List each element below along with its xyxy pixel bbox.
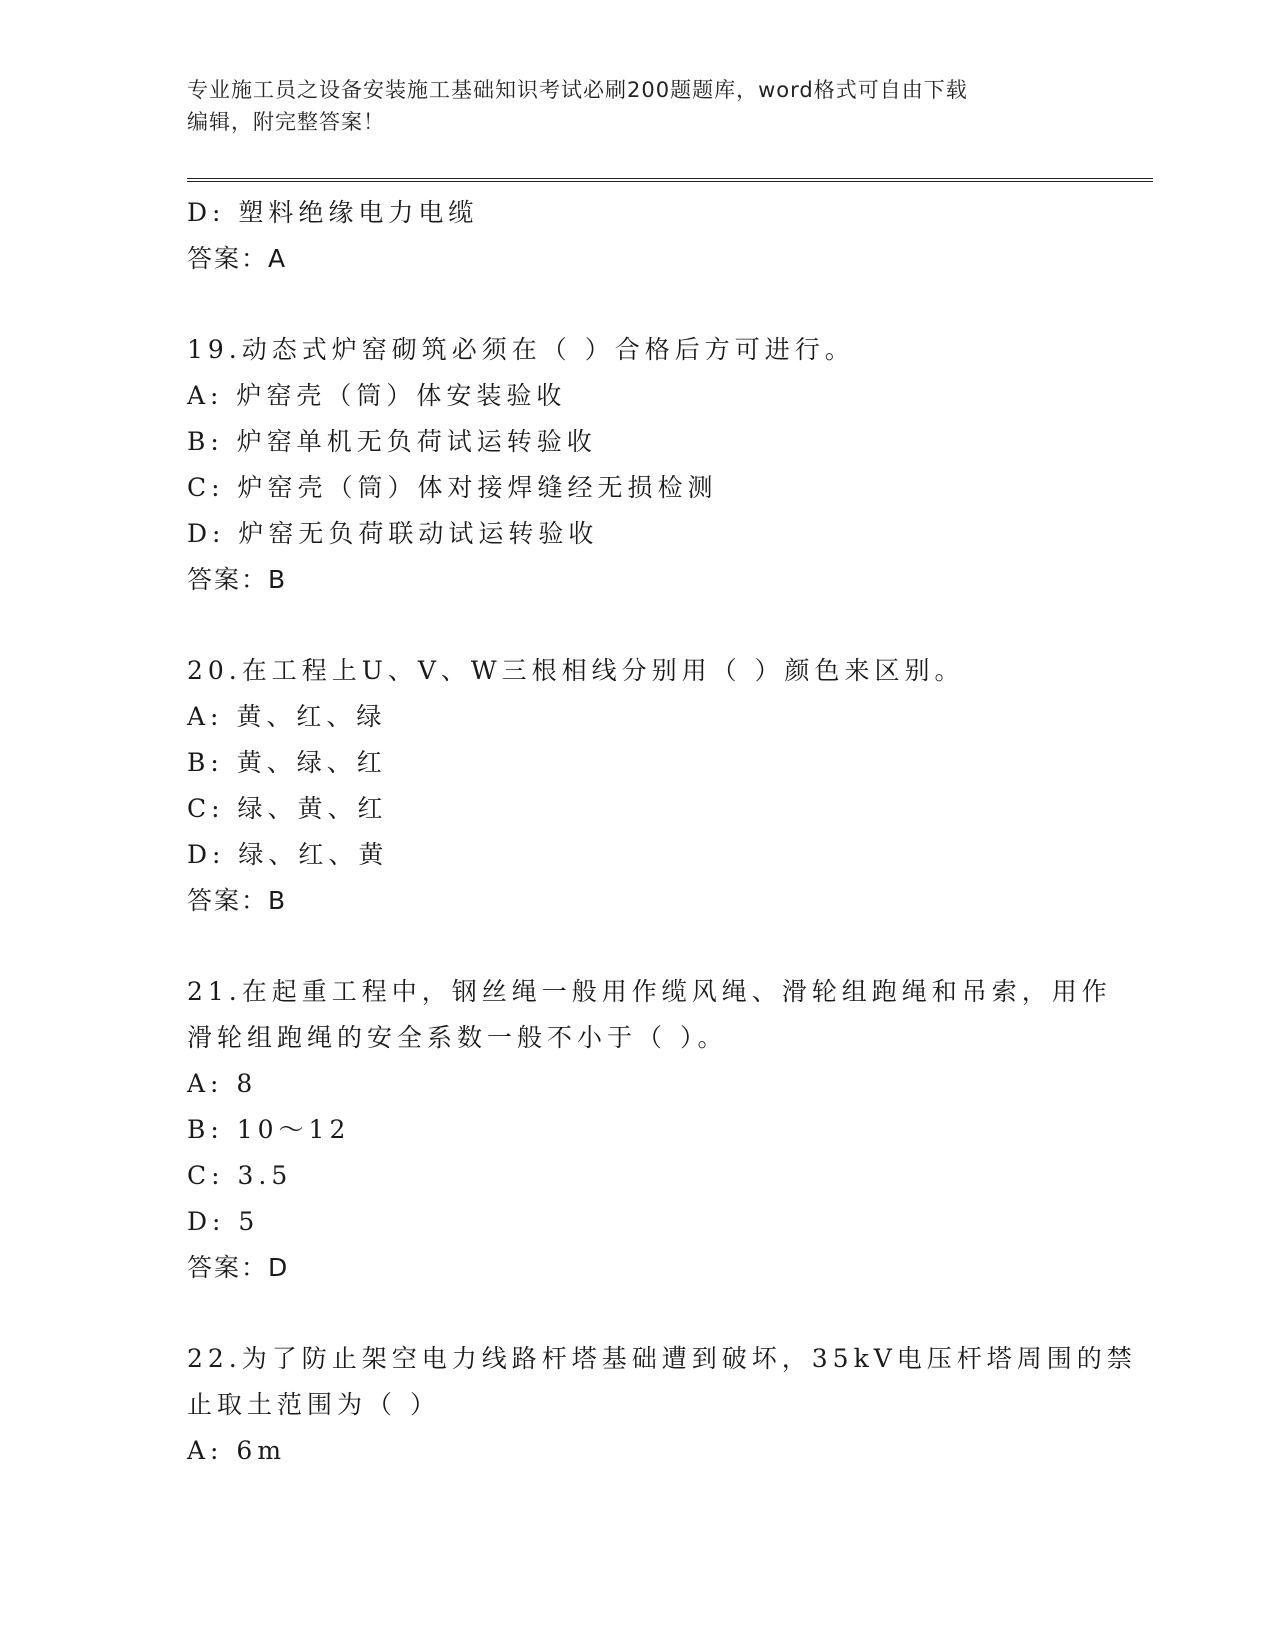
q21-option-b: B: 10～12	[187, 1115, 351, 1144]
q22-question-line-2: 止取土范围为（ ）	[187, 1390, 440, 1419]
q21-question-line-2: 滑轮组跑绳的安全系数一般不小于（ ）。	[187, 1023, 728, 1052]
document-header	[187, 74, 1087, 138]
q18-option-d: D: 塑料绝缘电力电缆	[187, 198, 479, 227]
q19-question: 19.动态式炉窑砌筑必须在（ ）合格后方可进行。	[187, 335, 855, 364]
q20-option-b: B: 黄、绿、红	[187, 748, 387, 777]
q22-question-line-1: 22.为了防止架空电力线路杆塔基础遭到破坏，35kV电压杆塔周围的禁	[187, 1344, 1137, 1373]
q19-answer: 答案：B	[187, 565, 288, 594]
q19-option-a: A: 炉窑壳（筒）体安装验收	[187, 381, 567, 410]
q20-option-d: D: 绿、红、黄	[187, 840, 389, 869]
q21-answer: 答案：D	[187, 1253, 290, 1282]
q18-answer: 答案：A	[187, 244, 288, 273]
spacer	[187, 603, 1107, 648]
spacer	[187, 924, 1107, 969]
q20-answer: 答案：B	[187, 886, 288, 915]
q19-option-d: D: 炉窑无负荷联动试运转验收	[187, 519, 599, 548]
spacer	[187, 1291, 1107, 1336]
header-divider	[187, 178, 1153, 182]
q20-option-c: C: 绿、黄、红	[187, 794, 388, 823]
header-title-line-1: 专业施工员之设备安装施工基础知识考试必刷200题题库，word格式可自由下载	[187, 78, 968, 102]
q19-option-c: C: 炉窑壳（筒）体对接焊缝经无损检测	[187, 473, 718, 502]
question-list	[187, 190, 1137, 1474]
q21-option-d: D: 5	[187, 1207, 260, 1236]
q19-option-b: B: 炉窑单机无负荷试运转验收	[187, 427, 597, 456]
spacer	[187, 282, 1107, 327]
q21-question-line-1: 21.在起重工程中，钢丝绳一般用作缆风绳、滑轮组跑绳和吊索，用作	[187, 977, 1112, 1006]
q22-option-a: A: 6m	[187, 1436, 287, 1465]
q20-option-a: A: 黄、红、绿	[187, 702, 387, 731]
q21-option-a: A: 8	[187, 1069, 258, 1098]
q21-option-c: C: 3.5	[187, 1161, 293, 1190]
header-title-line-2: 编辑，附完整答案！	[187, 110, 385, 134]
q20-question: 20.在工程上U、V、W三根相线分别用（ ）颜色来区别。	[187, 656, 965, 685]
